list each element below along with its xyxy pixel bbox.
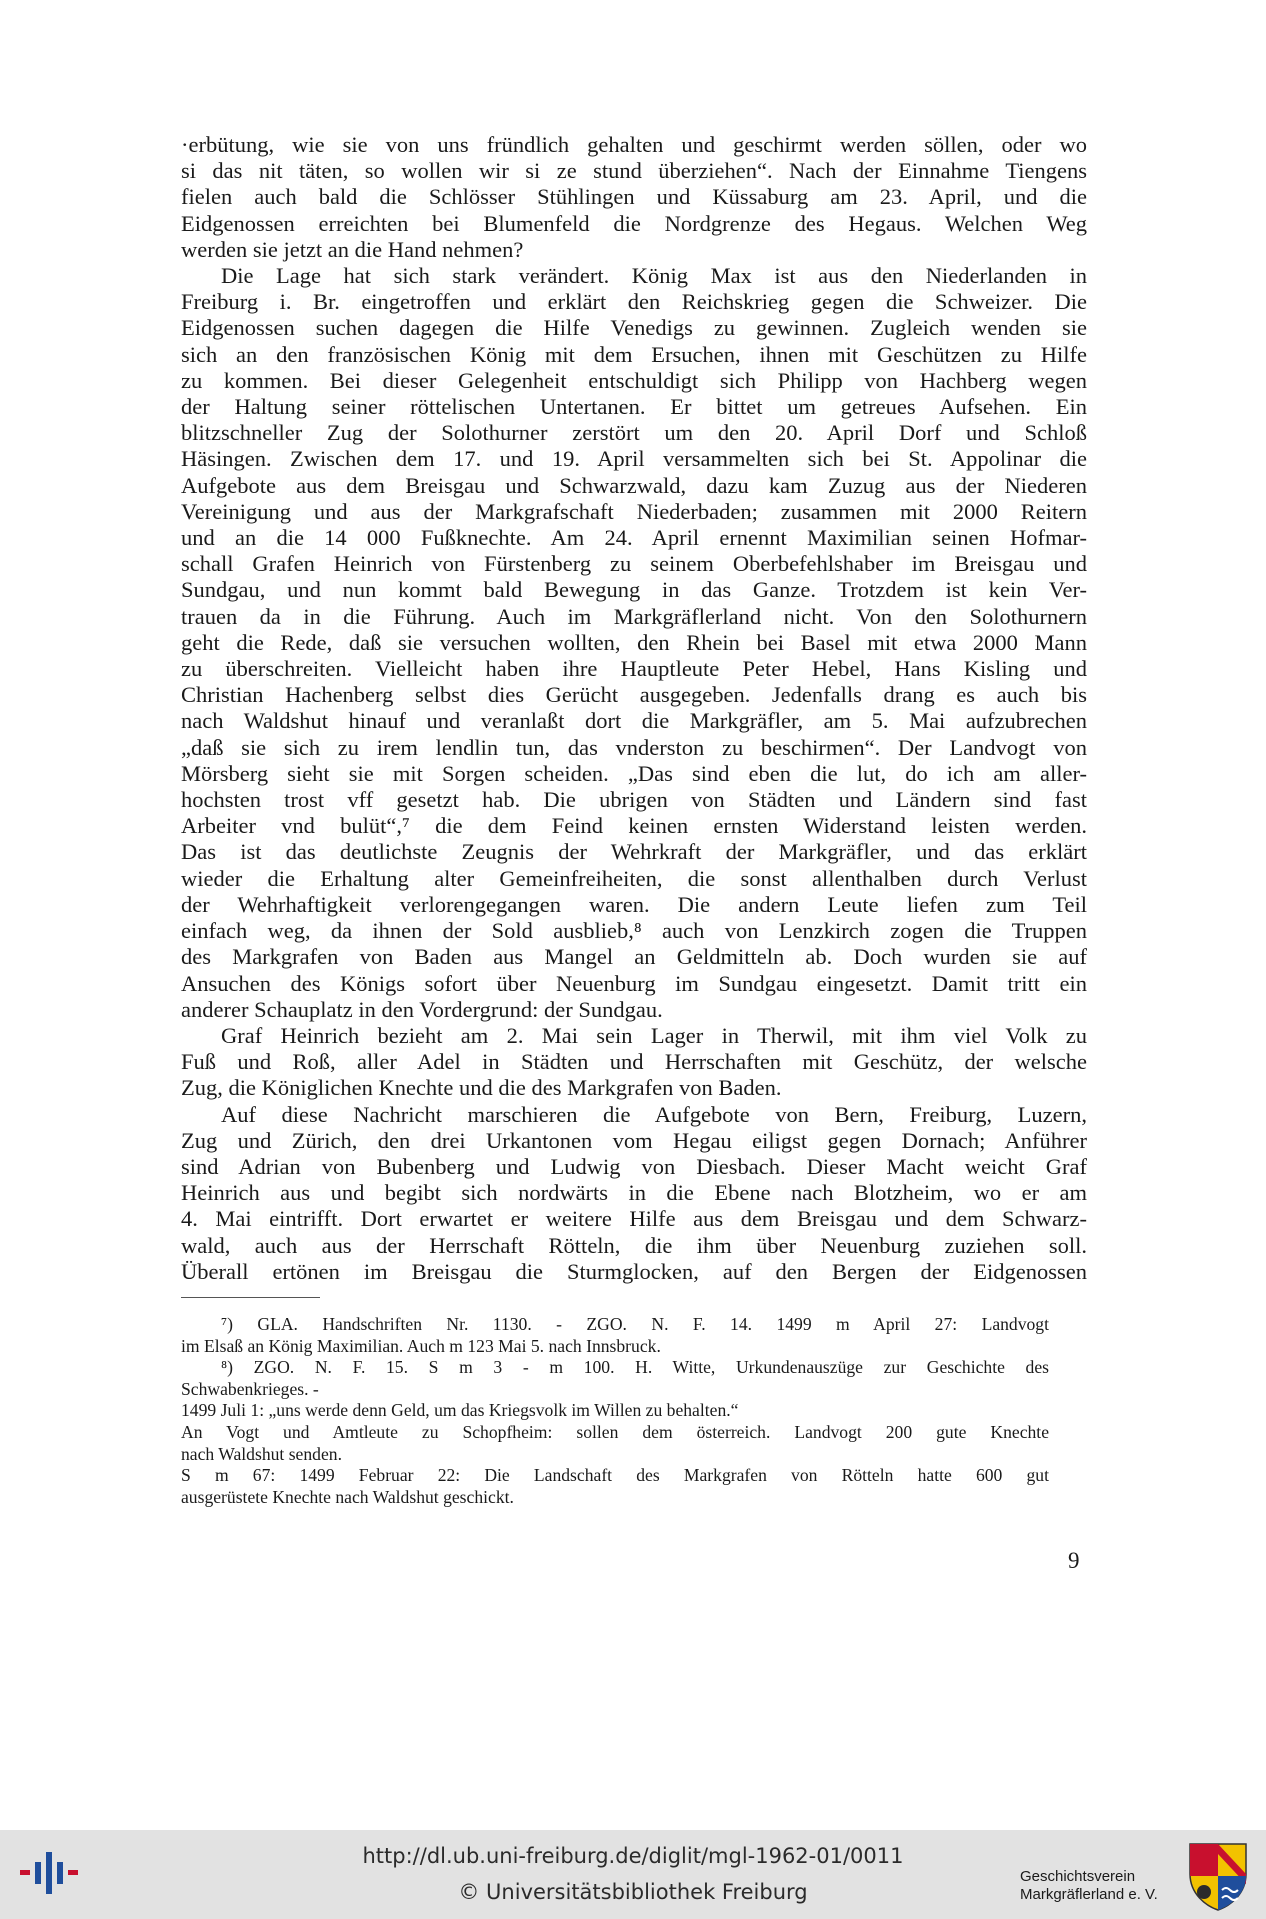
footnote-line: nach Waldshut senden. [181,1443,342,1464]
copyright-text: © Universitätsbibliothek Freiburg [458,1880,808,1904]
text-line: zu überschreiten. Vielleicht haben ihre Hauptleute Peter Hebel, Hans Kisling und [181,656,1087,682]
society-name [1020,1868,1158,1904]
text-line: anderer Schauplatz in den Vordergrund: der Sundgau. [181,996,663,1022]
footnote-line: ⁷) GLA. Handschriften Nr. 1130. - ZGO. N. F. 14. 1499 m April 27: Landvogt [221,1314,1049,1334]
text-line: wald, auch aus der Herrschaft Rötteln, die ihm über Neuenburg zuziehen soll. [181,1232,1087,1258]
text-line: und an die 14 000 Fußknechte. Am 24. April ernennt Maximilian seinen Hofmar- [181,525,1087,551]
text-line: ·erbütung, wie sie von uns fründlich gehalten und geschirmt werden söllen, oder wo [181,132,1087,157]
document-url-link[interactable]: http://dl.ub.uni-freiburg.de/diglit/mgl-1962-01/0011 [362,1844,904,1868]
text-line: sind Adrian von Bubenberg und Ludwig von Diesbach. Dieser Macht weicht Graf [181,1153,1087,1179]
text-line: geht die Rede, daß sie versuchen wollten, den Rhein bei Basel mit etwa 2000 Mann [181,629,1087,655]
footnote-line: An Vogt und Amtleute zu Schopfheim: sollen dem österreich. Landvogt 200 gute Knechte [181,1421,1049,1442]
page-number: 9 [1068,1548,1080,1573]
text-line: Christian Hachenberg selbst dies Gerücht ausgegeben. Jedenfalls drang es auch bis [181,682,1087,708]
text-line: fielen auch bald die Schlösser Stühlingen und Küssaburg am 23. April, und die [181,184,1087,210]
text-line: Eidgenossen erreichten bei Blumenfeld die Nordgrenze des Hegaus. Welchen Weg [181,210,1087,236]
text-line: „daß sie sich zu irem lendlin tun, das vnderston zu beschirmen“. Der Landvogt von [181,734,1087,760]
text-line: Überall ertönen im Breisgau die Sturmglocken, auf den Bergen der Eidgenossen [181,1258,1087,1284]
footnote-line: S m 67: 1499 Februar 22: Die Landschaft des Markgrafen von Rötteln hatte 600 gut [181,1465,1049,1486]
text-line: Freiburg i. Br. eingetroffen und erklärt den Reichskrieg gegen die Schweizer. Die [181,289,1087,315]
text-line: einfach weg, da ihnen der Sold ausblieb,⁸ auch von Lenzkirch zogen die Truppen [181,918,1087,944]
footnote-line: ⁸) ZGO. N. F. 15. S m 3 - m 100. H. Witte, Urkundenauszüge zur Geschichte des [221,1357,1049,1378]
text-line: Häsingen. Zwischen dem 17. und 19. April versammelten sich bei St. Appolinar die [181,446,1087,472]
text-line: schall Grafen Heinrich von Fürstenberg zu seinem Oberbefehlshaber im Breisgau und [181,551,1087,577]
text-line: Fuß und Roß, aller Adel in Städten und Herrschaften mit Geschütz, der welsche [181,1049,1087,1075]
text-line: wieder die Erhaltung alter Gemeinfreiheiten, die sonst allenthalben durch Verlust [181,865,1087,891]
text-line: Graf Heinrich bezieht am 2. Mai sein Lager in Therwil, mit ihm viel Volk zu [221,1022,1087,1048]
footnote-divider [181,1297,320,1298]
society-line-1: Geschichtsverein [1020,1868,1136,1885]
footnotes [181,1314,1049,1508]
footnote-line: ausgerüstete Knechte nach Waldshut geschickt. [181,1486,514,1507]
text-line: sich an den französischen König mit dem Ersuchen, ihnen mit Geschützen zu Hilfe [181,341,1087,367]
society-line-2: Markgräflerland e. V. [1020,1886,1158,1903]
text-line: Eidgenossen suchen dagegen die Hilfe Venedigs zu gewinnen. Zugleich wenden sie [181,315,1087,341]
text-line: Mörsberg sieht sie mit Sorgen scheiden. „Das sind eben die lut, do ich am aller- [181,760,1087,786]
text-line: Aufgebote aus dem Breisgau und Schwarzwald, dazu kam Zuzug aus der Niederen [181,472,1087,498]
text-line: hochsten trost vff gesetzt hab. Die ubrigen von Städten und Ländern sind fast [181,787,1087,813]
footnote-line: 1499 Juli 1: „uns werde denn Geld, um das Kriegsvolk im Willen zu behalten.“ [181,1400,739,1421]
text-line: si das nit täten, so wollen wir si ze stund überziehen“. Nach der Einnahme Tiengens [181,158,1087,184]
text-line: zu kommen. Bei dieser Gelegenheit entschuldigt sich Philipp von Hachberg wegen [181,367,1087,393]
text-line: nach Waldshut hinauf und veranlaßt dort die Markgräfler, am 5. Mai aufzubrechen [181,708,1087,734]
text-line: Zug, die Königlichen Knechte und die des Markgrafen von Baden. [181,1075,782,1101]
text-line: Ansuchen des Königs sofort über Neuenburg im Sundgau eingesetzt. Damit tritt ein [181,970,1087,996]
text-line: Auf diese Nachricht marschieren die Aufgebote von Bern, Freiburg, Luzern, [221,1101,1087,1127]
text-line: Heinrich aus und begibt sich nordwärts in die Ebene nach Blotzheim, wo er am [181,1180,1087,1206]
text-line: Vereinigung und aus der Markgrafschaft Niederbaden; zusammen mit 2000 Reitern [181,498,1087,524]
text-line: trauen da in die Führung. Auch im Markgräflerland nicht. Von den Solothurnern [181,603,1087,629]
text-line: Das ist das deutlichste Zeugnis der Wehrkraft der Markgräfler, und das erklärt [181,839,1087,865]
text-line: werden sie jetzt an die Hand nehmen? [181,236,524,262]
footnote-line: Schwabenkrieges. - [181,1378,319,1399]
text-line: Die Lage hat sich stark verändert. König Max ist aus den Niederlanden in [221,263,1087,289]
text-line: Sundgau, und nun kommt bald Bewegung in das Ganze. Trotzdem ist kein Ver- [181,577,1087,603]
footnote-line: im Elsaß an König Maximilian. Auch m 123 Mai 5. nach Innsbruck. [181,1335,661,1356]
text-line: des Markgrafen von Baden aus Mangel an Geldmitteln ab. Doch wurden sie auf [181,944,1087,970]
text-line: der Wehrhaftigkeit verlorengegangen waren. Die andern Leute liefen zum Teil [181,891,1087,917]
body-text [181,132,1087,1285]
footer-bar [0,1830,1266,1919]
text-line: 4. Mai eintrifft. Dort erwartet er weitere Hilfe aus dem Breisgau und dem Schwarz- [181,1206,1087,1232]
coat-of-arms-icon [1186,1840,1250,1912]
text-line: der Haltung seiner röttelischen Untertanen. Er bittet um getreues Aufsehen. Ein [181,394,1087,420]
text-line: blitzschneller Zug der Solothurner zerstört um den 20. April Dorf und Schloß [181,420,1087,446]
text-line: Arbeiter vnd bulüt“,⁷ die dem Feind keinen ernsten Widerstand leisten werden. [181,813,1087,839]
text-line: Zug und Zürich, den drei Urkantonen vom Hegau eiligst gegen Dornach; Anführer [181,1127,1087,1153]
